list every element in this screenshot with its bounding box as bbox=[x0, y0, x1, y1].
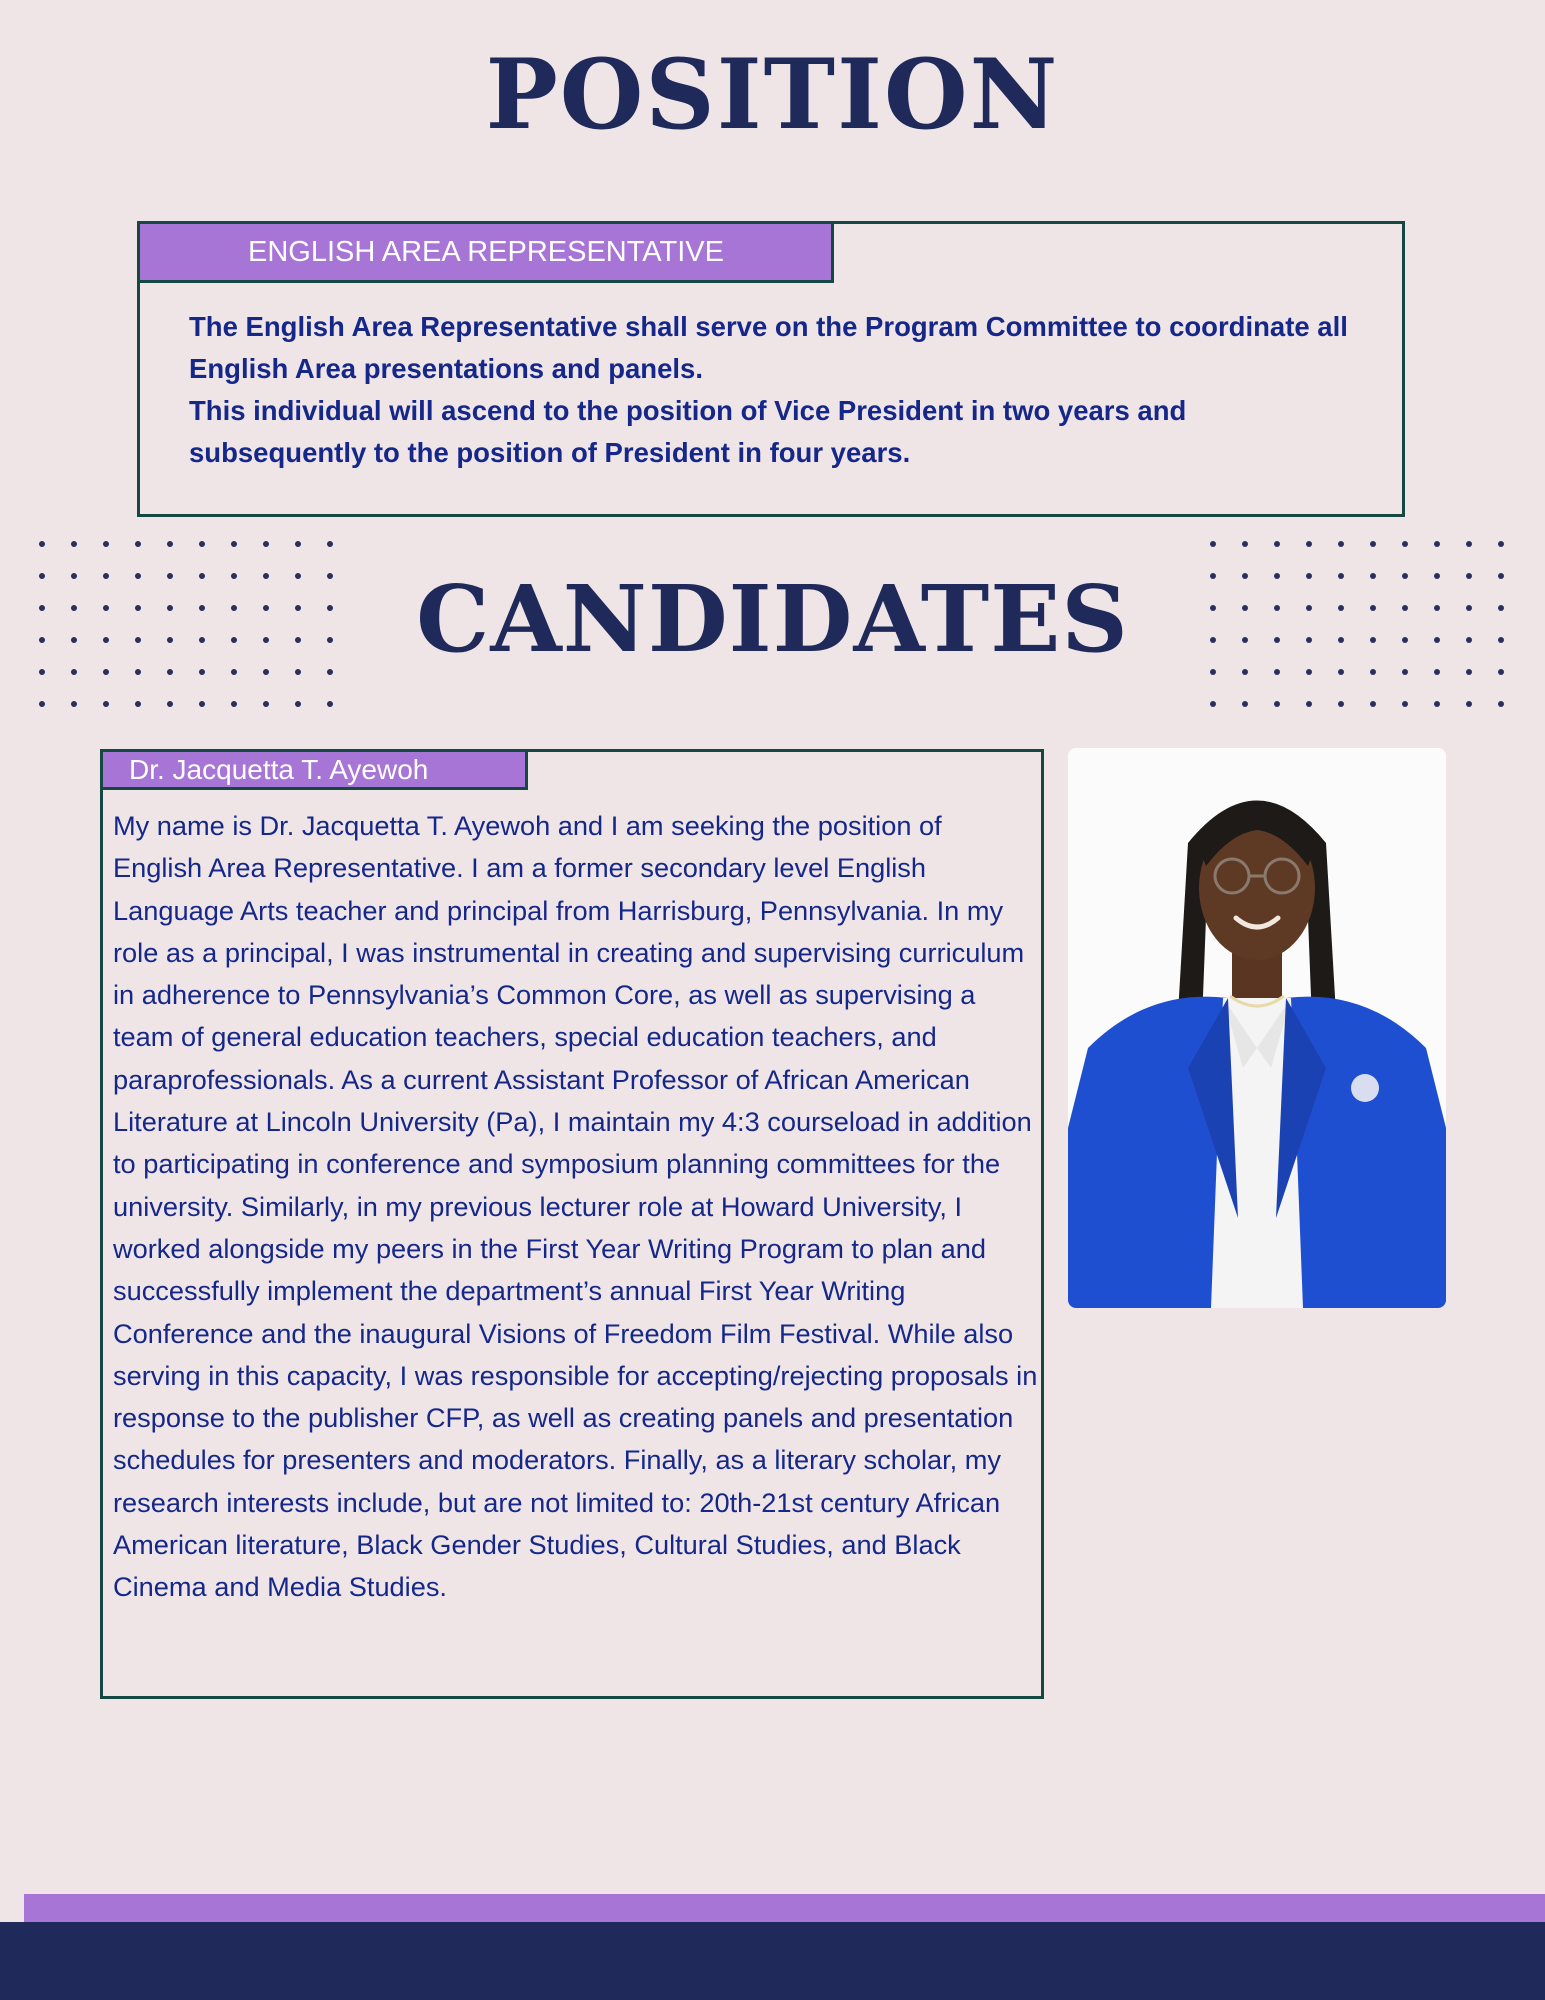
decorative-dot bbox=[231, 541, 237, 547]
decorative-dot bbox=[39, 541, 45, 547]
decorative-dot bbox=[199, 541, 205, 547]
candidate-bio: My name is Dr. Jacquetta T. Ayewoh and I am seeking the position of English Area Representative. I am a former secondary level English Language Arts teacher and principal from Harrisburg, Pennsylvania. In my role as a principal, I was instrumental in creating and supervising curriculum in adherence to Pennsylvania’s Common Core, as well as supervising a team of general education teachers, special education teachers, and paraprofessionals. As a current Assistant Professor of African American Literature at Lincoln University (Pa), I maintain my 4:3 courseload in addition to participating in conference and symposium planning committees for the university. Similarly, in my previous lecturer role at Howard University, I worked alongside my peers in the First Year Writing Program to plan and successfully implement the department’s annual First Year Writing Conference and the inaugural Visions of Freedom Film Festival. While also serving in this capacity, I was responsible for accepting/rejecting proposals in response to the publisher CFP, as well as creating panels and presentation schedules for presenters and moderators. Finally, as a literary scholar, my research interests include, but are not limited to: 20th-21st century African American literature, Black Gender Studies, Cultural Studies, and Black Cinema and Media Studies. bbox=[113, 810, 1038, 1603]
decorative-dot bbox=[1306, 701, 1312, 707]
position-description-line: This individual will ascend to the position of Vice President in two years and subsequently to the position of President in four years. bbox=[189, 395, 1187, 468]
decorative-dot bbox=[135, 701, 141, 707]
decorative-dot bbox=[327, 701, 333, 707]
footer-band bbox=[0, 1922, 1545, 2000]
decorative-dot bbox=[327, 541, 333, 547]
decorative-dot bbox=[1466, 541, 1472, 547]
decorative-dot bbox=[1402, 541, 1408, 547]
decorative-dot bbox=[103, 541, 109, 547]
decorative-dot bbox=[71, 541, 77, 547]
decorative-dot bbox=[1370, 541, 1376, 547]
decorative-dot bbox=[1210, 701, 1216, 707]
position-heading: POSITION bbox=[485, 38, 1060, 151]
decorative-dot bbox=[231, 701, 237, 707]
decorative-dot bbox=[263, 701, 269, 707]
decorative-dot bbox=[1274, 701, 1280, 707]
candidates-heading: CANDIDATES bbox=[416, 565, 1129, 673]
decorative-dot bbox=[295, 701, 301, 707]
decorative-dot bbox=[263, 541, 269, 547]
decorative-dot bbox=[1210, 541, 1216, 547]
candidate-portrait-illustration bbox=[1068, 748, 1446, 1308]
decorative-dot bbox=[1434, 541, 1440, 547]
decorative-dot bbox=[1274, 541, 1280, 547]
position-title-tag: ENGLISH AREA REPRESENTATIVE bbox=[137, 221, 834, 283]
decorative-dot bbox=[1306, 541, 1312, 547]
decorative-dot bbox=[295, 541, 301, 547]
decorative-dot bbox=[1338, 701, 1344, 707]
decorative-dot bbox=[167, 701, 173, 707]
decorative-dot bbox=[39, 701, 45, 707]
decorative-dot bbox=[1370, 701, 1376, 707]
position-description bbox=[189, 306, 1349, 474]
decorative-dot bbox=[1466, 701, 1472, 707]
decorative-dot bbox=[103, 701, 109, 707]
decorative-dot bbox=[167, 541, 173, 547]
decorative-dot bbox=[1242, 701, 1248, 707]
candidate-photo bbox=[1068, 748, 1446, 1308]
decorative-dot bbox=[199, 701, 205, 707]
decorative-dot bbox=[1498, 701, 1504, 707]
decorative-dot bbox=[1498, 541, 1504, 547]
decorative-dot bbox=[1434, 701, 1440, 707]
decorative-dot bbox=[71, 701, 77, 707]
decorative-dot bbox=[1338, 541, 1344, 547]
candidate-name-tag: Dr. Jacquetta T. Ayewoh bbox=[100, 749, 528, 790]
decorative-dot bbox=[1402, 701, 1408, 707]
position-description-line: The English Area Representative shall serve on the Program Committee to coordinate all English Area presentations and panels. bbox=[189, 311, 1348, 384]
decorative-dot bbox=[1242, 541, 1248, 547]
footer-accent-stripe bbox=[24, 1894, 1545, 1922]
decorative-dot bbox=[135, 541, 141, 547]
